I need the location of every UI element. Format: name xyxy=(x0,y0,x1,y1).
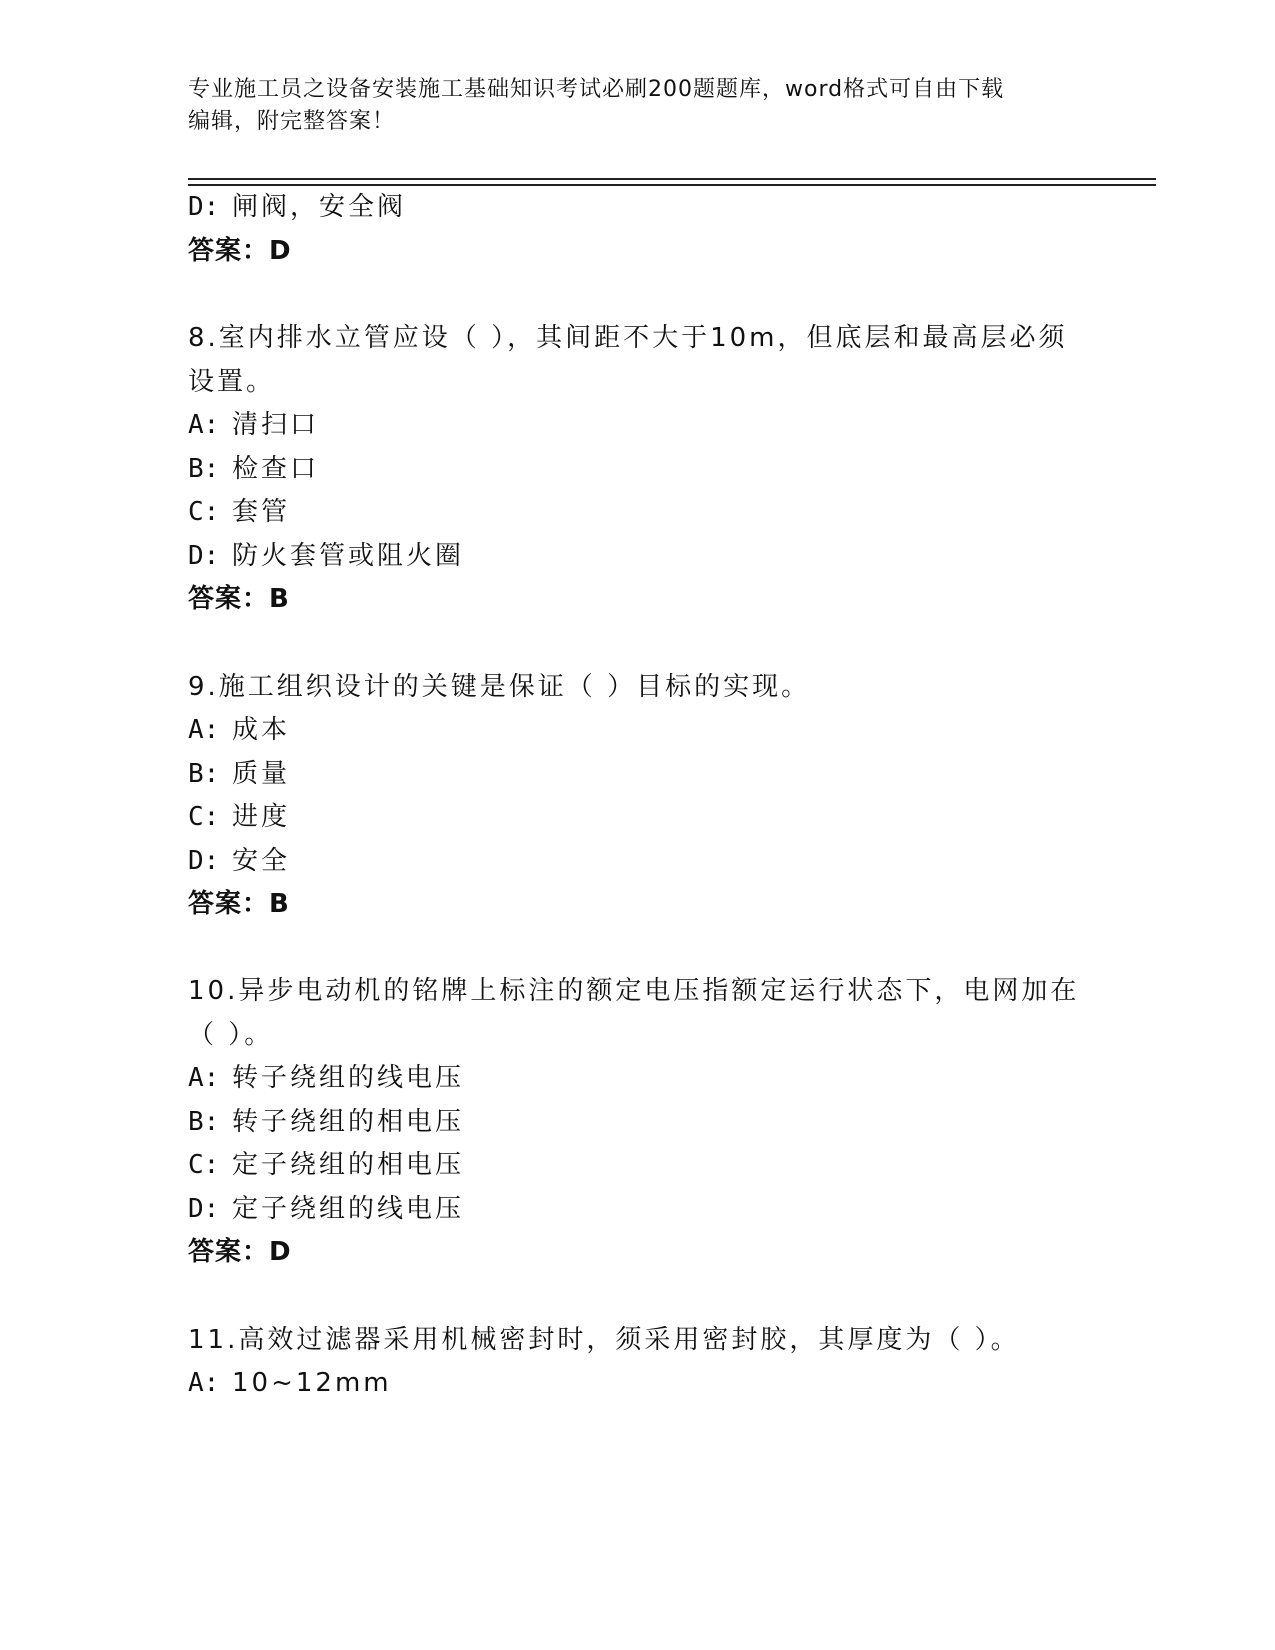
option-text: 转子绕组的相电压 xyxy=(232,1107,465,1137)
q8-option-a xyxy=(188,408,319,442)
header-divider-bottom xyxy=(188,184,1156,186)
option-label: B: xyxy=(188,454,220,484)
option-text: 成本 xyxy=(232,715,291,745)
document-header xyxy=(188,74,1068,138)
q10-option-b xyxy=(188,1105,464,1139)
q10-option-c xyxy=(188,1148,464,1182)
option-text: 10~12mm xyxy=(232,1368,392,1398)
option-label: A: xyxy=(188,410,220,440)
q9-option-c xyxy=(188,800,290,834)
q9-option-b xyxy=(188,757,290,791)
option-text: 定子绕组的线电压 xyxy=(232,1194,465,1224)
option-label: A: xyxy=(188,1368,220,1398)
prev-answer: 答案：D xyxy=(188,236,292,266)
q10-option-a xyxy=(188,1061,464,1095)
option-text: 转子绕组的线电压 xyxy=(232,1063,465,1093)
q9-option-a xyxy=(188,713,290,747)
option-label: C: xyxy=(188,802,220,832)
option-label: B: xyxy=(188,1107,220,1137)
q10-stem-line-1: 10.异步电动机的铭牌上标注的额定电压指额定运行状态下，电网加在 xyxy=(188,976,1080,1006)
option-text: 检查口 xyxy=(232,454,320,484)
header-line-2: 编辑，附完整答案！ xyxy=(188,109,396,134)
q9-stem-line-1: 9.施工组织设计的关键是保证（ ）目标的实现。 xyxy=(188,672,811,702)
option-text: 安全 xyxy=(232,846,291,876)
q9-option-d xyxy=(188,844,290,878)
q8-answer: 答案：B xyxy=(188,584,290,614)
q10-option-d xyxy=(188,1192,464,1226)
option-text: 清扫口 xyxy=(232,410,320,440)
option-label: B: xyxy=(188,759,220,789)
q8-option-b xyxy=(188,452,319,486)
q8-stem-line-1: 8.室内排水立管应设（ ），其间距不大于10m，但底层和最高层必须 xyxy=(188,323,1068,353)
q8-option-d xyxy=(188,539,464,573)
q11-option-a xyxy=(188,1366,392,1400)
option-label: D: xyxy=(188,192,220,222)
option-label: C: xyxy=(188,1150,220,1180)
q9-answer: 答案：B xyxy=(188,889,290,919)
q10-answer: 答案：D xyxy=(188,1237,292,1267)
option-text: 闸阀，安全阀 xyxy=(232,192,407,222)
q10-stem-line-2: （ ）。 xyxy=(188,1020,274,1050)
header-line-1: 专业施工员之设备安装施工基础知识考试必刷200题题库，word格式可自由下载 xyxy=(188,77,1005,102)
prev-option-d xyxy=(188,190,406,224)
option-text: 进度 xyxy=(232,802,291,832)
option-label: A: xyxy=(188,1063,220,1093)
option-label: D: xyxy=(188,846,220,876)
option-label: C: xyxy=(188,497,220,527)
option-text: 定子绕组的相电压 xyxy=(232,1150,465,1180)
header-divider-top xyxy=(188,178,1156,180)
option-text: 质量 xyxy=(232,759,291,789)
q8-stem-line-2: 设置。 xyxy=(188,367,276,397)
option-text: 套管 xyxy=(232,497,291,527)
option-label: D: xyxy=(188,1194,220,1224)
q8-option-c xyxy=(188,495,290,529)
option-text: 防火套管或阻火圈 xyxy=(232,541,465,571)
option-label: D: xyxy=(188,541,220,571)
option-label: A: xyxy=(188,715,220,745)
q11-stem-line-1: 11.高效过滤器采用机械密封时，须采用密封胶，其厚度为（ ）。 xyxy=(188,1325,1020,1355)
